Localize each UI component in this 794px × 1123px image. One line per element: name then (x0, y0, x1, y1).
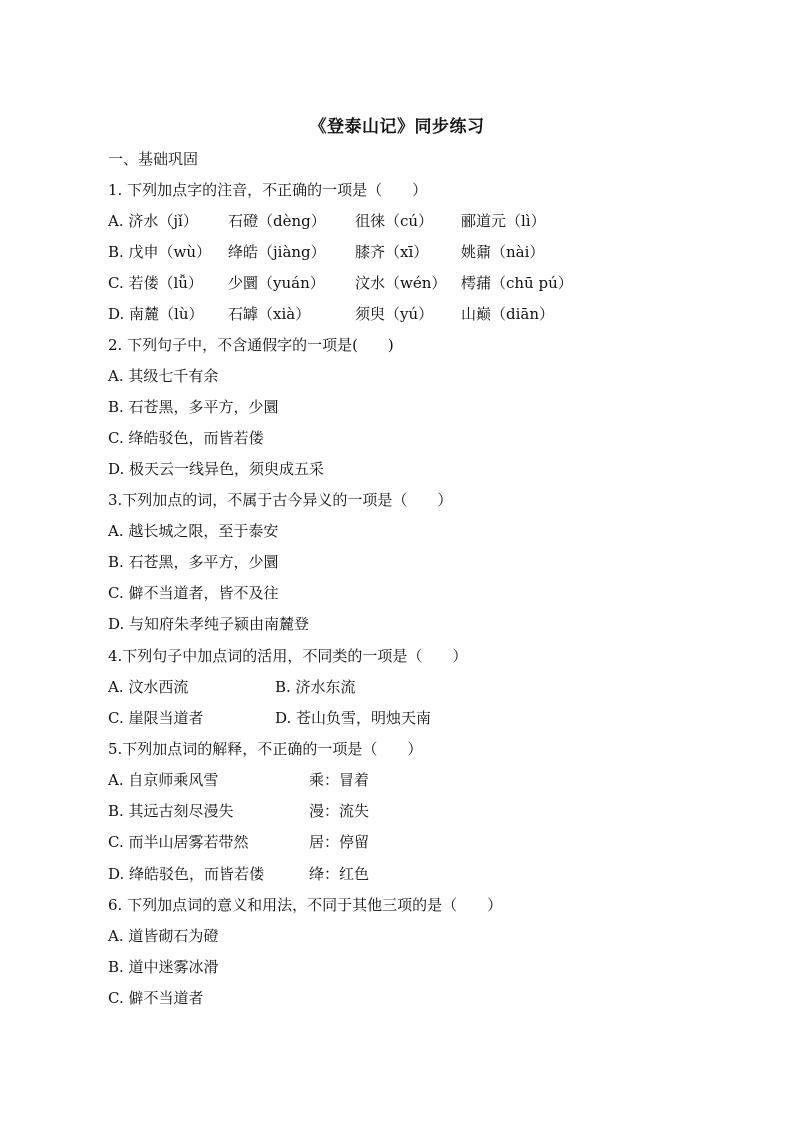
option-cell: C. 崖限当道者 (108, 709, 204, 727)
question-6-stem: 6. 下列加点词的意义和用法，不同于其他三项的是（ ） (108, 896, 503, 914)
question-2-option-d: D. 极天云一线异色，须臾成五采 (108, 460, 325, 478)
section-heading: 一、基础巩固 (108, 150, 199, 168)
option-cell: B. 济水东流 (275, 678, 356, 696)
question-3-stem: 3.下列加点的词，不属于古今异义的一项是（ ） (108, 491, 453, 509)
page-title: 《登泰山记》同步练习 (309, 117, 485, 137)
option-cell: 石罅（xià） (228, 305, 311, 323)
question-3-option-a: A. 越长城之限，至于泰安 (108, 522, 279, 540)
option-cell: 石磴（dèng） (228, 212, 326, 230)
option-cell: 樗蒱（chū pú） (461, 274, 573, 292)
option-cell: 徂徕（cú） (355, 212, 434, 230)
question-6-option-c: C. 僻不当道者 (108, 989, 204, 1007)
option-cell: 须臾（yú） (355, 305, 434, 323)
option-cell: C. 而半山居雾若带然 (108, 833, 249, 851)
option-cell: A. 自京师乘风雪 (108, 771, 219, 789)
option-cell: D. 苍山负雪，明烛天南 (275, 709, 432, 727)
option-cell: 漫：流失 (309, 802, 370, 820)
question-2-option-b: B. 石苍黑，多平方，少圜 (108, 398, 279, 416)
question-3-option-b: B. 石苍黑，多平方，少圜 (108, 553, 279, 571)
option-cell: 汶水（wén） (355, 274, 447, 292)
option-cell: A. 济水（jǐ） (108, 212, 198, 230)
question-6-option-a: A. 道皆砌石为磴 (108, 927, 219, 945)
question-2-stem: 2. 下列句子中，不含通假字的一项是( ) (108, 336, 394, 354)
option-cell: B. 其远古刻尽漫失 (108, 802, 234, 820)
question-3-option-d: D. 与知府朱孝纯子颍由南麓登 (108, 615, 310, 633)
question-6-option-b: B. 道中迷雾冰滑 (108, 958, 219, 976)
question-2-option-a: A. 其级七千有余 (108, 367, 219, 385)
question-4-stem: 4.下列句子中加点词的活用，不同类的一项是（ ） (108, 647, 468, 665)
question-3-option-c: C. 僻不当道者，皆不及往 (108, 584, 279, 602)
option-cell: 绛：红色 (309, 865, 370, 883)
option-cell: 山巅（diān） (461, 305, 555, 323)
option-cell: B. 戊申（wù） (108, 243, 212, 261)
question-1-stem: 1. 下列加点字的注音，不正确的一项是（ ） (108, 181, 428, 199)
option-cell: 居：停留 (309, 833, 370, 851)
option-cell: D. 南麓（lù） (108, 305, 204, 323)
option-cell: 姚鼐（nài） (461, 243, 545, 261)
option-cell: D. 绛皓驳色，而皆若偻 (108, 865, 265, 883)
question-2-option-c: C. 绛皓驳色，而皆若偻 (108, 429, 264, 447)
option-cell: 绛皓（jiàng） (228, 243, 326, 261)
option-cell: 少圜（yuán） (228, 274, 325, 292)
option-cell: 郦道元（lì） (461, 212, 546, 230)
question-5-stem: 5.下列加点词的解释，不正确的一项是（ ） (108, 740, 423, 758)
option-cell: A. 汶水西流 (108, 678, 189, 696)
option-cell: 膝齐（xī） (355, 243, 429, 261)
option-cell: C. 若偻（lǚ） (108, 274, 203, 292)
option-cell: 乘：冒着 (309, 771, 370, 789)
